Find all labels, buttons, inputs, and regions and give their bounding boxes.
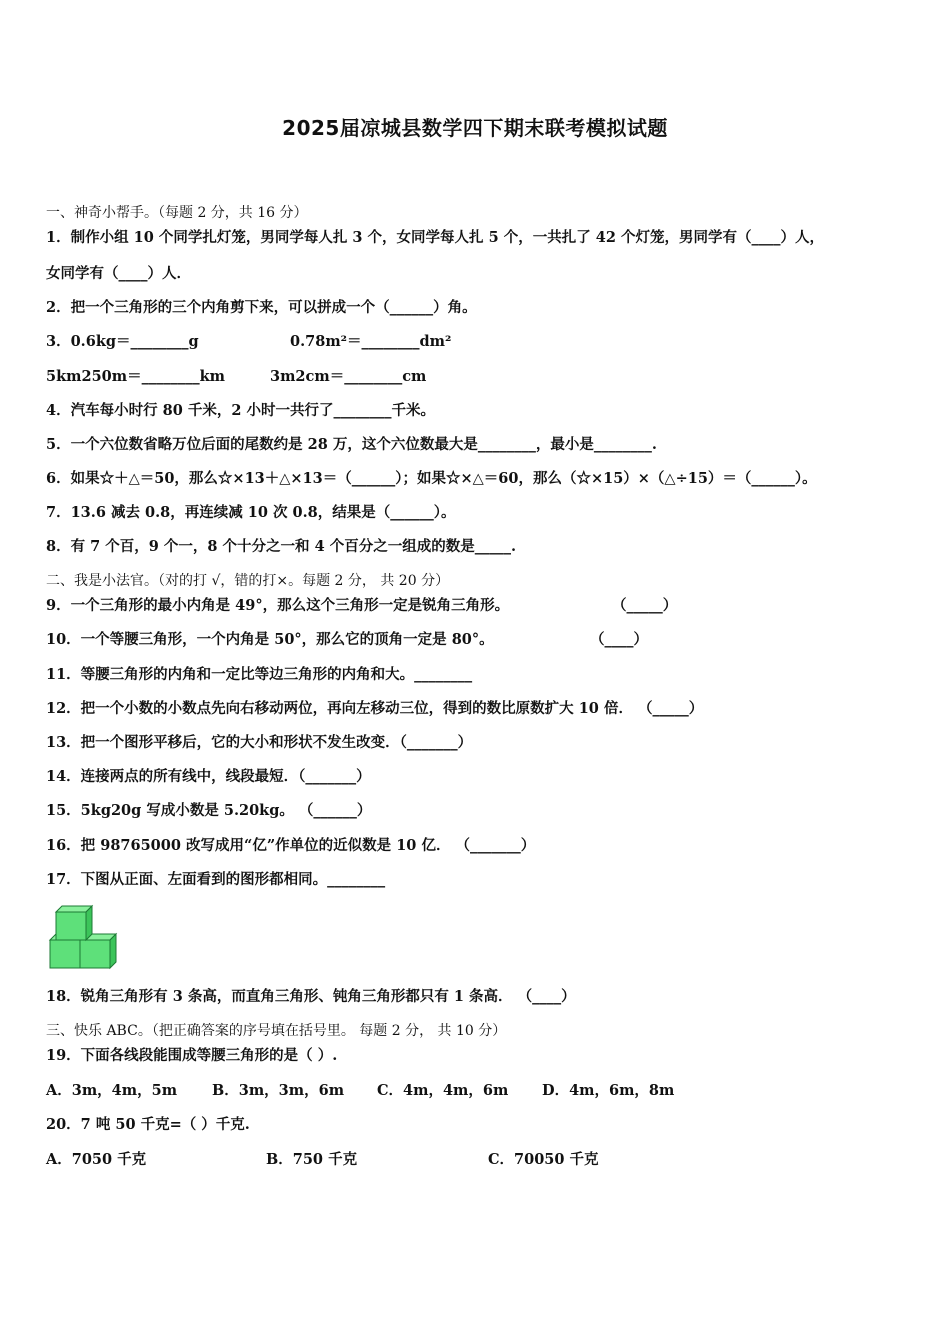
- question-8: 8．有 7 个百，9 个一，8 个十分之一和 4 个百分之一组成的数是_____.: [46, 538, 517, 555]
- question-14: 14．连接两点的所有线中，线段最短．（_______）: [46, 768, 371, 785]
- page-title: 2025届凉城县数学四下期末联考模拟试题: [282, 116, 668, 140]
- question-13: 13．把一个图形平移后，它的大小和形状不发生改变．（_______）: [46, 734, 473, 751]
- question-20-option-a[interactable]: A．7050 千克: [46, 1151, 147, 1168]
- question-20-option-c[interactable]: C．70050 千克: [488, 1151, 599, 1168]
- question-15: 15．5kg20g 写成小数是 5.20kg。 （______）: [46, 802, 372, 819]
- question-17: 17．下图从正面、左面看到的图形都相同。________: [46, 871, 386, 888]
- question-3-part-b: 0.78m²＝________dm²: [290, 333, 452, 350]
- section-3-heading: 三、快乐 ABC。（把正确答案的序号填在括号里。 每题 2 分， 共 10 分）: [46, 1023, 507, 1039]
- question-19-option-a[interactable]: A．3m，4m，5m: [46, 1082, 178, 1099]
- question-2: 2．把一个三角形的三个内角剪下来，可以拼成一个（______）角。: [46, 299, 477, 316]
- question-9: 9．一个三角形的最小内角是 49°，那么这个三角形一定是锐角三角形。: [46, 597, 510, 614]
- question-20-option-b[interactable]: B．750 千克: [266, 1151, 358, 1168]
- question-18: 18．锐角三角形有 3 条高，而直角三角形、钝角三角形都只有 1 条高． （____）: [46, 988, 576, 1005]
- question-19-option-c[interactable]: C．4m，4m，6m: [377, 1082, 509, 1099]
- cube-stack-figure: [46, 904, 126, 970]
- question-5: 5．一个六位数省略万位后面的尾数约是 28 万，这个六位数最大是________，最小是________.: [46, 436, 657, 453]
- question-1: 1．制作小组 10 个同学扎灯笼，男同学每人扎 3 个，女同学每人扎 5 个，一共扎了 42 个灯笼，男同学有（____）人，: [46, 229, 825, 246]
- question-4: 4．汽车每小时行 80 千米，2 小时一共行了________千米。: [46, 402, 435, 419]
- question-12: 12．把一个小数的小数点先向右移动两位，再向左移动三位，得到的数比原数扩大 10 倍． （_____）: [46, 700, 704, 717]
- question-3-part-d: 3m2cm＝________cm: [270, 368, 427, 385]
- question-20: 20．7 吨 50 千克=（ ）千克.: [46, 1116, 250, 1133]
- cube-top: [56, 906, 92, 940]
- question-11: 11．等腰三角形的内角和一定比等边三角形的内角和大。________: [46, 666, 473, 683]
- section-2-heading: 二、我是小法官。（对的打 √，错的打×。每题 2 分， 共 20 分）: [46, 573, 450, 589]
- question-10-answer-blank: （____）: [590, 631, 648, 648]
- question-3-part-c: 5km250m＝________km: [46, 368, 225, 385]
- question-10: 10．一个等腰三角形，一个内角是 50°，那么它的顶角一定是 80°。: [46, 631, 494, 648]
- question-19-option-b[interactable]: B．3m，3m，6m: [212, 1082, 345, 1099]
- question-7: 7．13.6 减去 0.8，再连续减 10 次 0.8，结果是（______）。: [46, 504, 456, 521]
- question-6: 6．如果☆＋△＝50，那么☆×13＋△×13＝（______）；如果☆×△＝60，那么（☆×15）×（△÷15）＝（______）。: [46, 470, 817, 487]
- section-1-heading: 一、神奇小帮手。（每题 2 分，共 16 分）: [46, 205, 308, 221]
- question-9-answer-blank: （_____）: [612, 597, 678, 614]
- question-16: 16．把 98765000 改写成用“亿”作单位的近似数是 10 亿． （_______）: [46, 837, 536, 854]
- question-19: 19．下面各线段能围成等腰三角形的是（ ）.: [46, 1047, 338, 1064]
- question-1-continued: 女同学有（____）人．: [46, 265, 191, 282]
- question-3-part-a: 3．0.6kg＝________g: [46, 333, 199, 350]
- question-19-option-d[interactable]: D．4m，6m，8m: [542, 1082, 675, 1099]
